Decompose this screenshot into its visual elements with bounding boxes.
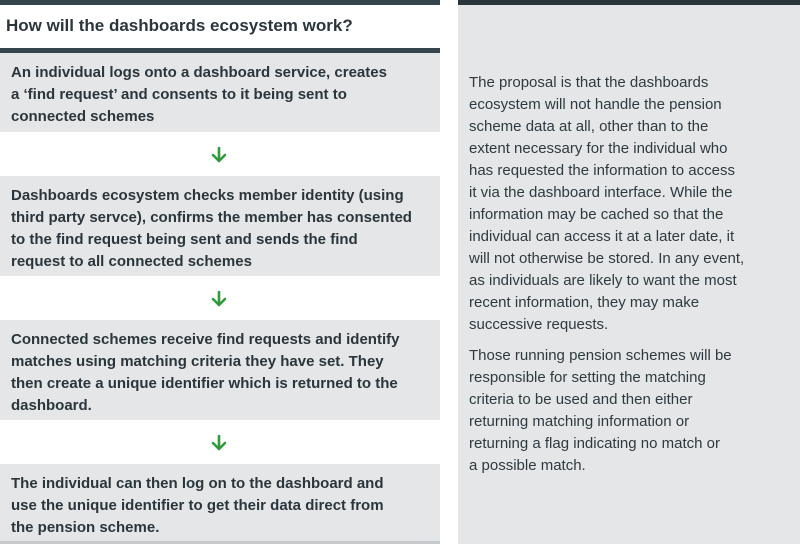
flow-step-4 xyxy=(0,464,440,541)
para-line: will not otherwise be stored. In any event, xyxy=(469,250,745,267)
step-line: connected schemes xyxy=(11,108,155,125)
section-heading: How will the dashboards ecosystem work? xyxy=(6,16,353,35)
para-line: returning matching information or xyxy=(469,413,690,430)
side-top-rule xyxy=(458,0,800,5)
para-line: as individuals are likely to want the most xyxy=(469,272,737,289)
arrow-down-icon xyxy=(210,434,228,452)
arrow-down-icon xyxy=(210,146,228,164)
flow-step-2 xyxy=(0,176,440,276)
step-line: to the find request being sent and sends the find xyxy=(11,231,358,248)
side-panel xyxy=(458,0,800,544)
step-line: Dashboards ecosystem checks member identity (using xyxy=(11,187,404,204)
step-line: a ‘find request’ and consents to it being sent to xyxy=(11,86,347,103)
step-line: then create a unique identifier which is returned to the xyxy=(11,375,398,392)
step-line: use the unique identifier to get their data direct from xyxy=(11,497,384,514)
flow-step-1 xyxy=(0,53,440,132)
flow-step-3 xyxy=(0,320,440,420)
para-line: responsible for setting the matching xyxy=(469,369,706,386)
para-line: successive requests. xyxy=(469,316,609,333)
para-line: criteria to be used and then either xyxy=(469,391,693,408)
side-paragraph-2 xyxy=(469,345,789,477)
para-line: it via the dashboard interface. While the xyxy=(469,184,733,201)
para-line: information may be cached so that the xyxy=(469,206,724,223)
para-line: recent information, they may make xyxy=(469,294,700,311)
step-line: the pension scheme. xyxy=(11,519,160,536)
para-line: has requested the information to access xyxy=(469,162,735,179)
step-line: request to all connected schemes xyxy=(11,253,252,270)
step-line: matches using matching criteria they have set. They xyxy=(11,353,384,370)
para-line: Those running pension schemes will be xyxy=(469,347,732,364)
para-line: The proposal is that the dashboards xyxy=(469,74,709,91)
arrow-down-icon xyxy=(210,290,228,308)
para-line: a possible match. xyxy=(469,457,586,474)
step-line: The individual can then log on to the dashboard and xyxy=(11,475,384,492)
step-line: third party servce), confirms the member has consented xyxy=(11,209,412,226)
step-line: An individual logs onto a dashboard service, creates xyxy=(11,64,387,81)
para-line: scheme data at all, other than to the xyxy=(469,118,709,135)
para-line: individual can access it at a later date, it xyxy=(469,228,735,245)
side-paragraph-1 xyxy=(469,72,789,336)
para-line: extent necessary for the individual who xyxy=(469,140,728,157)
para-line: ecosystem will not handle the pension xyxy=(469,96,722,113)
para-line: returning a flag indicating no match or xyxy=(469,435,720,452)
step-line: dashboard. xyxy=(11,397,92,414)
step-line: Connected schemes receive find requests and identify xyxy=(11,331,400,348)
top-rule xyxy=(0,0,440,5)
